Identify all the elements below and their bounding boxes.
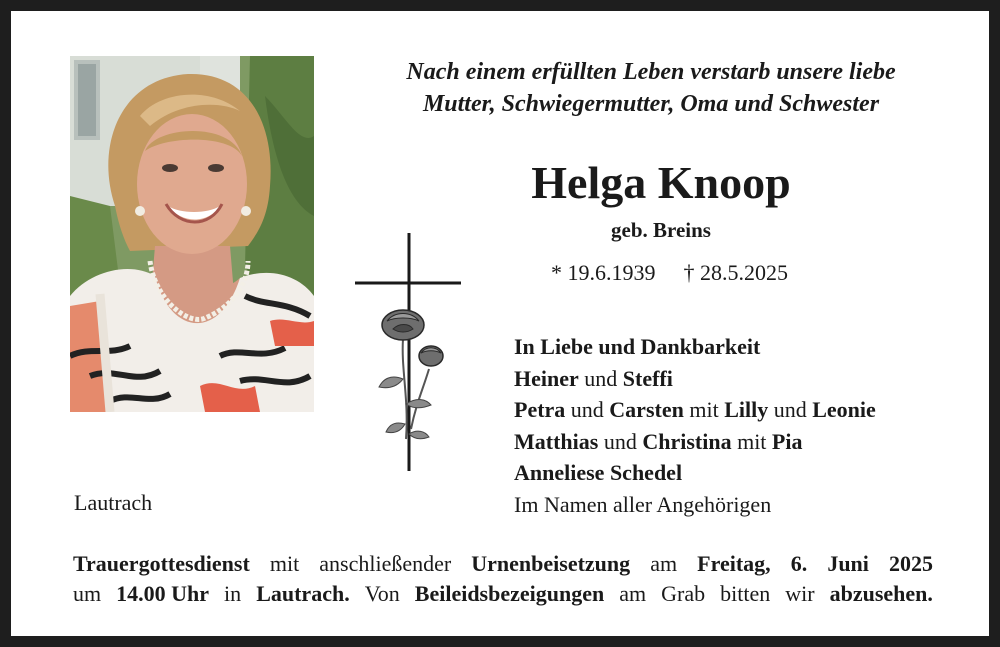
service-word: 6. — [790, 551, 808, 576]
service-word: Juni — [827, 551, 869, 576]
service-word: in — [224, 581, 242, 606]
mourners-closing: Im Namen aller Angehörigen — [514, 491, 772, 517]
mourners-line: Matthias und Christina mit Pia — [514, 428, 803, 454]
obituary-card — [11, 11, 989, 636]
intro-line: Nach einem erfüllten Leben verstarb unsere liebe — [406, 59, 896, 85]
service-word: anschließender — [319, 551, 452, 576]
service-word: wir — [785, 581, 815, 606]
service-word: Grab — [661, 581, 706, 606]
service-word: am — [650, 551, 678, 576]
intro-line: Mutter, Schwiegermutter, Oma und Schwester — [422, 91, 880, 117]
birth-date: * 19.6.1939 — [551, 260, 656, 285]
portrait-photo — [70, 56, 314, 412]
mourners-heading: In Liebe und Dankbarkeit — [514, 334, 761, 359]
service-word: Trauergottesdienst — [73, 551, 250, 576]
service-word: Beileidsbezeigungen — [414, 581, 605, 606]
service-line — [73, 579, 933, 609]
service-word: am — [619, 581, 647, 606]
service-word: Urnenbeisetzung — [471, 551, 631, 576]
service-word: abzusehen. — [829, 581, 933, 606]
service-line — [73, 549, 933, 579]
service-word: 14.00 Uhr — [116, 581, 210, 606]
deceased-name: Helga Knoop — [531, 157, 791, 208]
place-name: Lautrach — [74, 490, 153, 515]
service-word: Freitag, — [697, 551, 771, 576]
service-word: 2025 — [888, 551, 933, 576]
service-word: um — [73, 581, 102, 606]
maiden-name: geb. Breins — [611, 218, 711, 242]
intro-text — [351, 56, 951, 120]
service-word: Von — [364, 581, 400, 606]
mourners-line: Petra und Carsten mit Lilly und Leonie — [514, 397, 876, 422]
mourners-list — [514, 331, 984, 520]
service-word: mit — [269, 551, 300, 576]
service-announcement — [73, 549, 933, 609]
mourners-line: Anneliese Schedel — [514, 460, 683, 485]
cross-with-roses-icon — [351, 229, 471, 479]
life-dates — [551, 259, 911, 287]
mourners-line: Heiner und Steffi — [514, 365, 673, 391]
service-word: Lautrach. — [256, 581, 350, 606]
death-date: † 28.5.2025 — [683, 260, 788, 285]
service-word: bitten — [720, 581, 771, 606]
